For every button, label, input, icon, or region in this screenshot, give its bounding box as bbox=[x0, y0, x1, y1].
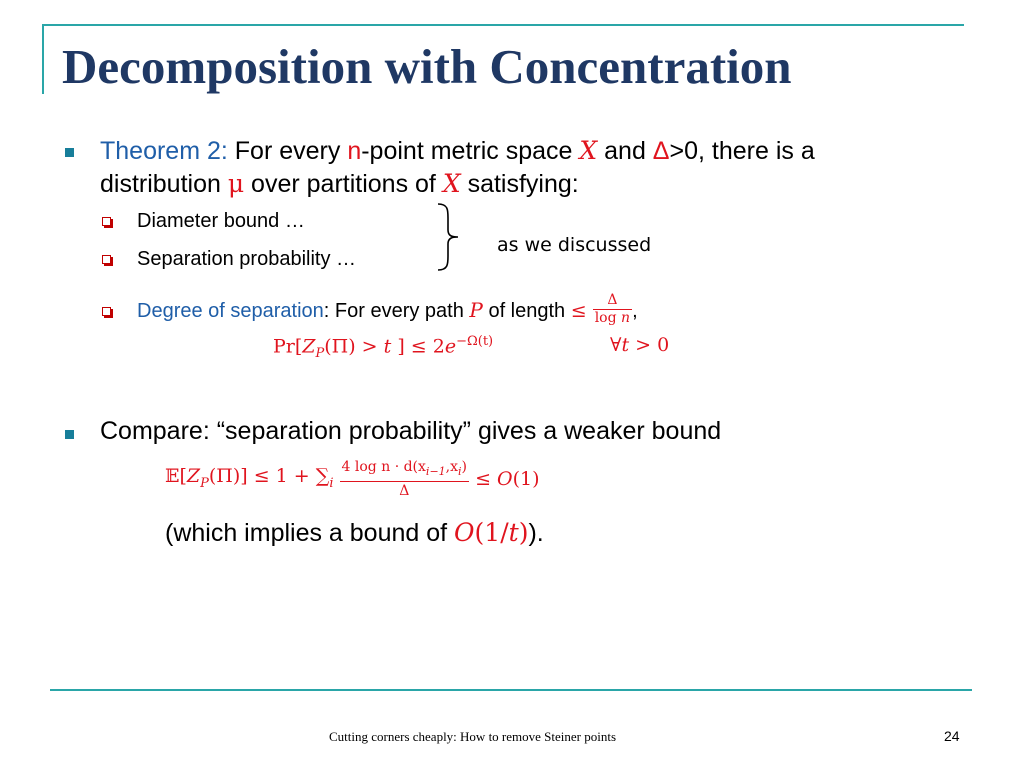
p-variable: P bbox=[469, 297, 483, 322]
z-subscript: P bbox=[200, 475, 209, 491]
sub-bullet-icon bbox=[102, 217, 111, 226]
forall-symbol: ∀ bbox=[610, 334, 622, 356]
t-variable: t bbox=[508, 518, 519, 547]
implies-text: (which implies a bound of bbox=[165, 519, 455, 547]
big-o: O bbox=[454, 518, 475, 547]
n-variable: n bbox=[347, 137, 362, 165]
sub-bullet-icon bbox=[102, 255, 111, 264]
theorem-text: and bbox=[597, 137, 653, 165]
theorem-line-1 bbox=[100, 136, 815, 166]
formula-text: > 0 bbox=[629, 334, 670, 356]
z-variable: Z bbox=[302, 335, 316, 358]
theorem-text: For every bbox=[227, 137, 348, 165]
sub-item-diameter: Diameter bound … bbox=[137, 210, 305, 232]
formula-text: Pr[ bbox=[273, 335, 303, 358]
leq-symbol: ≤ bbox=[570, 299, 593, 322]
formula-text: ) bbox=[518, 518, 529, 547]
numerator-subscript: i−1 bbox=[425, 464, 446, 478]
z-variable: Z bbox=[186, 464, 201, 487]
t-variable: t bbox=[383, 335, 392, 358]
bullet-icon bbox=[65, 148, 74, 157]
formula-text: (Π) > bbox=[324, 335, 384, 358]
comma: , bbox=[632, 299, 638, 322]
curly-brace-icon bbox=[432, 200, 466, 274]
sub-bullet-icon bbox=[102, 307, 111, 316]
degree-text: of length bbox=[482, 299, 571, 322]
delta-symbol: Δ bbox=[652, 137, 670, 165]
mu-symbol: μ bbox=[227, 169, 245, 198]
page-number: 24 bbox=[944, 728, 960, 744]
theorem-text: over partitions of bbox=[244, 170, 443, 198]
formula-text: (1/ bbox=[474, 518, 509, 547]
theorem-text: -point metric space bbox=[361, 137, 580, 165]
fraction-numerator bbox=[340, 458, 469, 482]
slide-title: Decomposition with Concentration bbox=[62, 39, 792, 94]
z-subscript: P bbox=[315, 346, 325, 362]
numerator-text: ) bbox=[461, 459, 468, 475]
e-variable: e bbox=[444, 335, 457, 358]
degree-line bbox=[137, 294, 638, 329]
implies-line bbox=[165, 518, 544, 548]
formula-forall bbox=[610, 334, 669, 356]
bullet-icon bbox=[65, 430, 74, 439]
formula-probability bbox=[273, 334, 493, 361]
theorem-text: >0, there is a bbox=[669, 137, 815, 165]
n-variable: n bbox=[621, 310, 631, 326]
expectation-lhs bbox=[165, 464, 334, 496]
log-text: log bbox=[594, 310, 622, 326]
sum-subscript: i bbox=[329, 475, 334, 491]
frac-denominator bbox=[593, 310, 632, 327]
brace-note: as we discussed bbox=[497, 234, 652, 256]
formula-text: (Π)] ≤ 1 + ∑ bbox=[208, 464, 330, 487]
x-variable: X bbox=[442, 169, 461, 198]
numerator-text: 4 log n · d(x bbox=[341, 459, 426, 475]
footer-text: Cutting corners cheaply: How to remove Steiner points bbox=[329, 729, 617, 744]
t-variable: t bbox=[621, 334, 630, 356]
theorem-text: satisfying: bbox=[460, 170, 579, 198]
x-variable: X bbox=[579, 136, 598, 165]
degree-text: : For every path bbox=[323, 299, 470, 322]
degree-label: Degree of separation bbox=[137, 299, 324, 322]
delta-over-log-n bbox=[593, 292, 632, 327]
formula-text: 𝔼[ bbox=[165, 464, 187, 487]
big-o: O bbox=[497, 468, 513, 491]
numerator-subscript: i bbox=[458, 464, 462, 478]
compare-text: Compare: “separation probability” gives a weaker bound bbox=[100, 417, 722, 445]
formula-text: ] ≤ 2 bbox=[391, 335, 445, 358]
sub-item-separation: Separation probability … bbox=[137, 248, 357, 270]
fraction-denominator: Δ bbox=[399, 482, 410, 499]
exponent: −Ω(t) bbox=[456, 334, 494, 349]
theorem-text: distribution bbox=[100, 170, 228, 198]
theorem-label: Theorem 2: bbox=[100, 137, 228, 165]
expectation-rhs bbox=[475, 467, 539, 491]
top-rule bbox=[42, 24, 964, 26]
formula-text: (1) bbox=[512, 468, 540, 491]
formula-text: ≤ bbox=[475, 468, 498, 491]
left-rule bbox=[42, 24, 44, 94]
formula-expectation bbox=[165, 458, 540, 501]
numerator-text: ,x bbox=[445, 459, 459, 475]
theorem-line-2 bbox=[100, 169, 579, 199]
bottom-rule bbox=[50, 689, 972, 691]
implies-text: ). bbox=[528, 519, 544, 547]
frac-numerator: Δ bbox=[593, 292, 632, 310]
sum-fraction bbox=[340, 458, 469, 501]
